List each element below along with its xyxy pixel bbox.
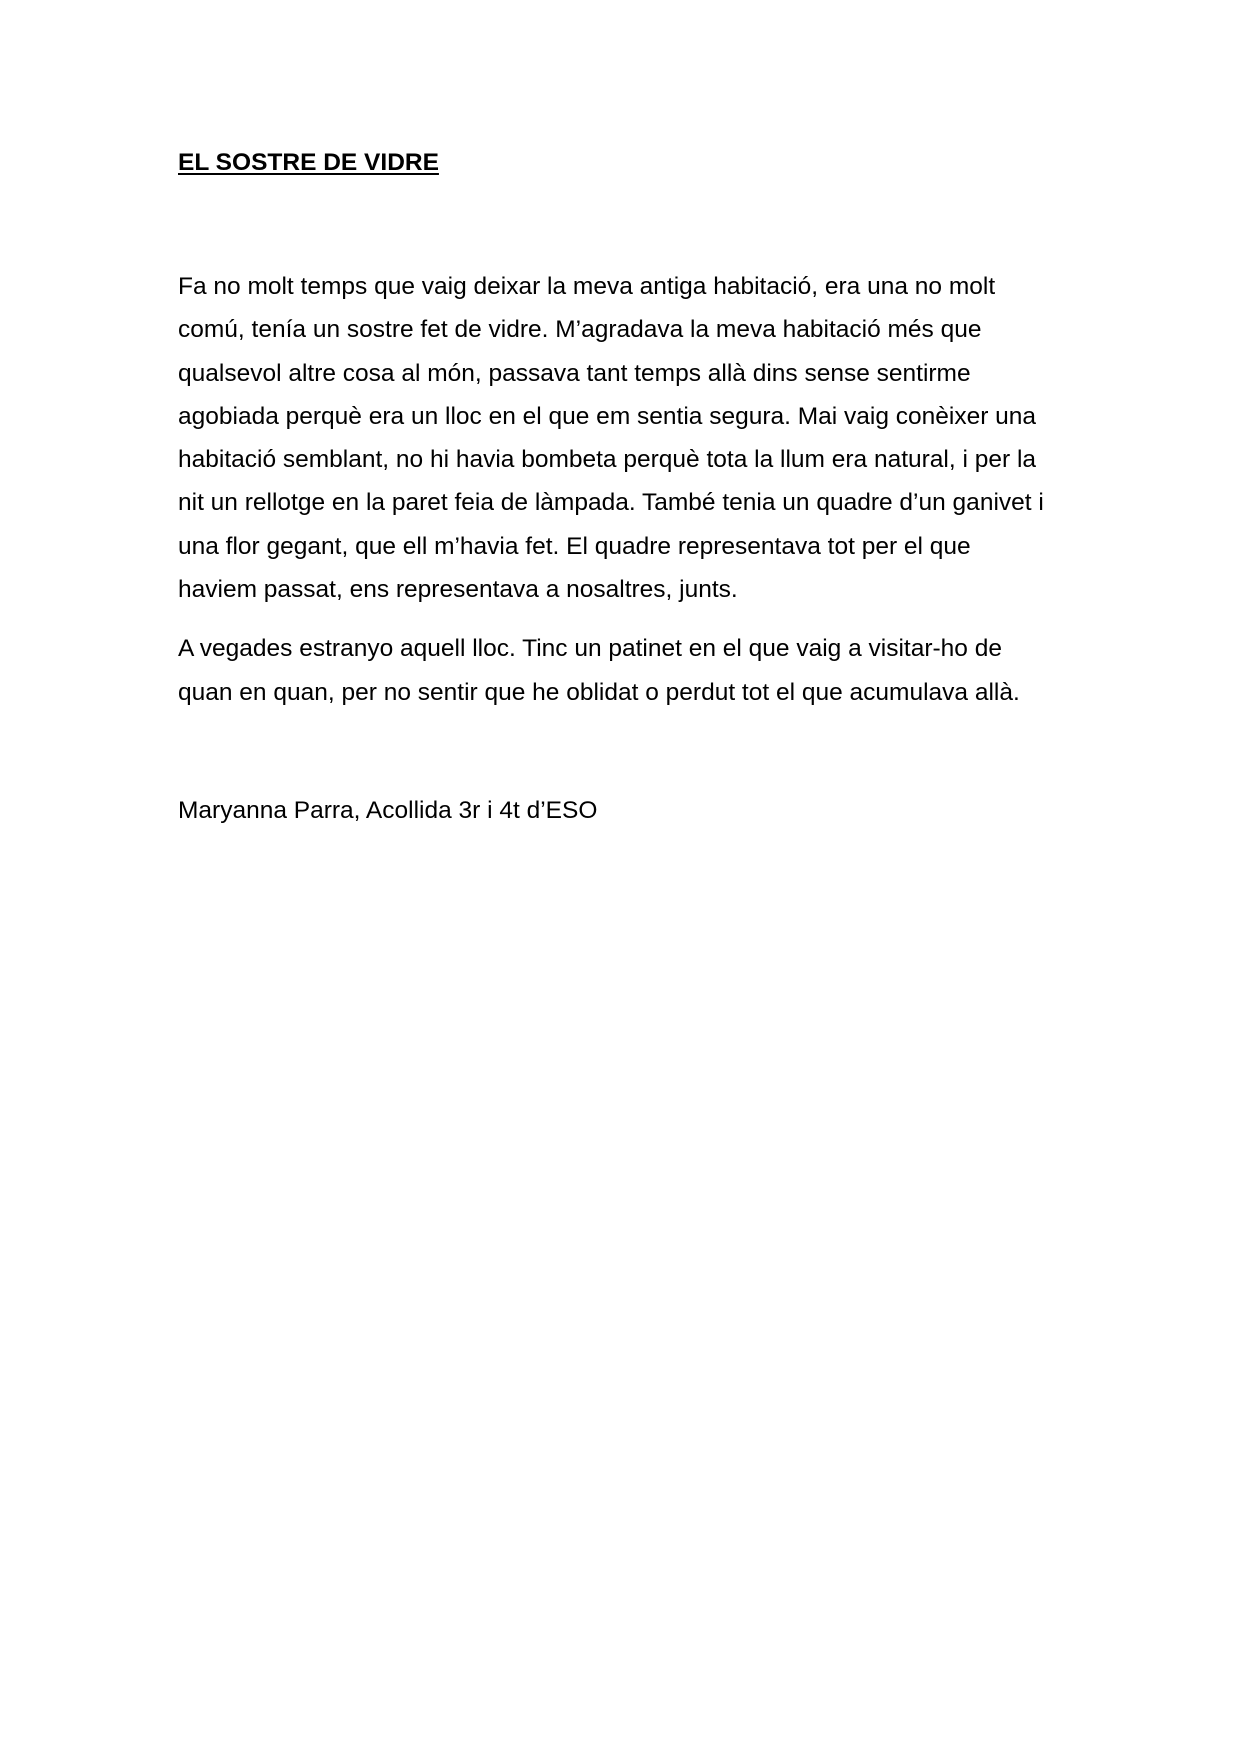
- document-title: EL SOSTRE DE VIDRE: [178, 149, 439, 176]
- paragraph-line: Fa no molt temps que vaig deixar la meva antiga habitació, era una no molt: [178, 273, 996, 300]
- paragraph-line: haviem passat, ens representava a nosaltres, junts.: [178, 576, 738, 604]
- paragraph-line: qualsevol altre cosa al món, passava tant temps allà dins sense sentirme: [178, 359, 971, 387]
- paragraph-1: [178, 265, 1078, 611]
- document-content: [178, 146, 1078, 828]
- paragraph-line: habitació semblant, no hi havia bombeta perquè tota la llum era natural, i per la: [178, 446, 1037, 474]
- author-signature: Maryanna Parra, Acollida 3r i 4t d’ESO: [178, 796, 598, 824]
- paragraph-line: una flor gegant, que ell m’havia fet. El quadre representava tot per el que: [178, 532, 971, 560]
- paragraph-line: nit un rellotge en la paret feia de làmpada. També tenia un quadre d’un ganivet i: [178, 489, 1044, 517]
- paragraph-line: agobiada perquè era un lloc en el que em sentia segura. Mai vaig conèixer una: [178, 402, 1037, 430]
- paragraph-2: [178, 627, 1078, 714]
- paragraph-line: A vegades estranyo aquell lloc. Tinc un patinet en el que vaig a visitar-ho de: [178, 635, 1002, 663]
- paragraph-line: quan en quan, per no sentir que he oblidat o perdut tot el que acumulava allà.: [178, 678, 1020, 706]
- paragraph-line: comú, tenía un sostre fet de vidre. M’agradava la meva habitació més que: [178, 316, 982, 344]
